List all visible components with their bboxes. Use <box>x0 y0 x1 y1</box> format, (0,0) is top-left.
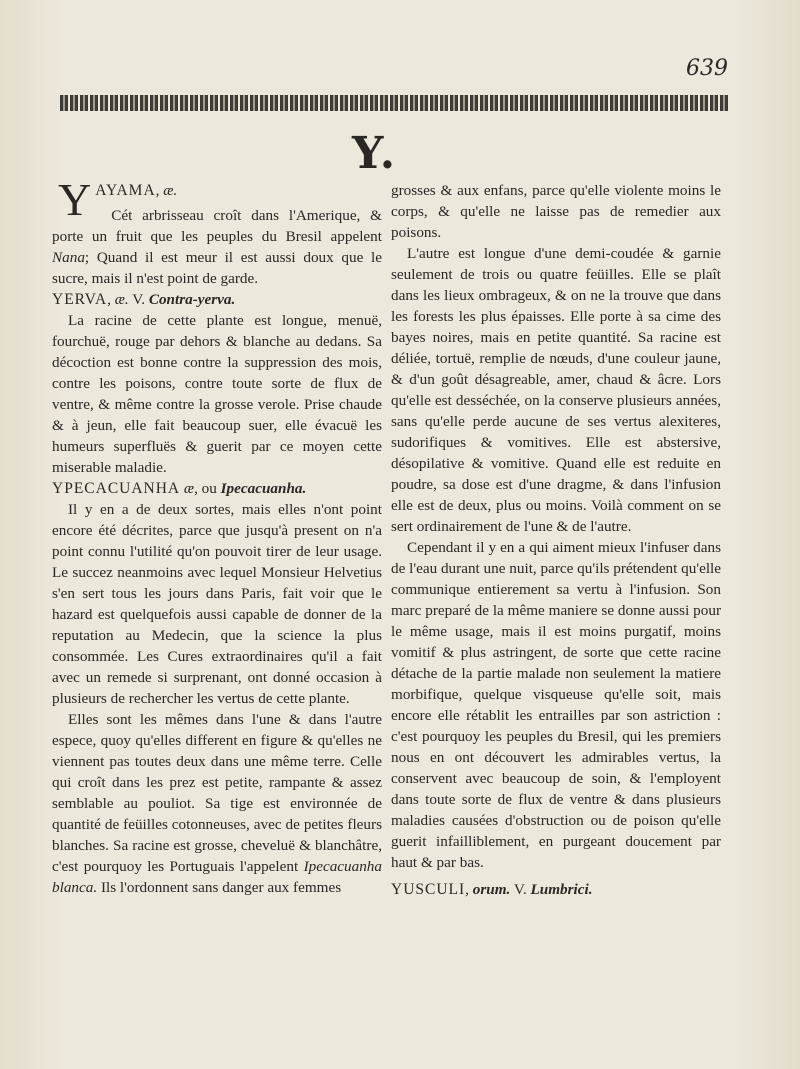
entry-yayama <box>52 174 382 289</box>
entry-yayama-text <box>52 205 382 289</box>
headword-yayama: AYAMA <box>95 182 156 199</box>
headword-yerva: YERVA <box>52 291 108 308</box>
left-column <box>52 174 382 898</box>
yusculi-suffix: orum. <box>472 881 511 898</box>
ypecacuanha-p2-a: Elles sont les mêmes dans l'une & dans l'autre espece, quoy qu'elles different en figure & qu'elles ne viennent pas toutes deux dans une même terre. Celle qui croît dans les prez est petite, rampante & assez semblable au pouliot. Sa tige est environnée de quantité de feüilles cotonneuses, avec de petites fleurs blanches. Sa racine est grosse, cheveluë & blanchâtre, c'est pourquoy les Portuguais l'appelent <box>52 711 382 875</box>
cross-reference-contra-yerva: Contra-yerva. <box>148 291 236 308</box>
ypecacuanha-paragraph-2 <box>52 709 382 898</box>
yayama-nana: Nana <box>52 249 85 266</box>
see-reference: V. <box>513 881 527 898</box>
see-reference: V. <box>132 291 146 308</box>
gender-abbr: æ <box>183 480 195 497</box>
gender-abbr: æ. <box>114 291 129 308</box>
alt-name-ipecacuanha: Ipecacuanha. <box>220 480 307 497</box>
entry-ypecacuanha <box>52 478 382 898</box>
ypecacuanha-p2-b: Ils l'ordonnent sans danger aux femmes <box>97 879 342 896</box>
gender-abbr: æ. <box>163 182 178 199</box>
entry-ypecacuanha-heading <box>52 478 382 499</box>
ornamental-band <box>60 95 728 111</box>
connector-ou: , ou <box>194 480 217 497</box>
headword-ypecacuanha: YPECACUANHA <box>52 480 181 497</box>
yayama-text-a: Cét arbrisseau croît dans l'Amerique, & porte un fruit que les peuples du Bresil appelent <box>52 207 382 245</box>
ipecacuanha-blanca: Ipecacuanha blanca. <box>52 858 382 896</box>
cross-reference-lumbrici: Lumbrici. <box>530 881 593 898</box>
entry-yerva-heading: YERVA, æ. V. Contra-yerva. <box>52 291 236 308</box>
right-paragraph-2: L'autre est longue d'une demi-coudée & garnie seulement de trois ou quatre feüilles. Elle se plaît dans les lieux ombrageux, & on ne la trouve que dans les forests les plus épaisses. Elle porte à sa cime des bayes noires, mais en petite quantité. Sa racine est déliée, tortuë, remplie de nœuds, d'une couleur jaune, & d'un goût désagreable, amer, chaud & âcre. Lors qu'elle est desséchée, on la conserve plusieurs années, sans qu'elle perde aucune de ses vertus alexiteres, sudorifiques & vomitives. Elle est abstersive, désopilative & vomitive. Quand elle est reduite en poudre, sa dose est d'une dragme, & dans l'infusion elle est de deux, plus ou moins. Voilà comment on se sert ordinairement de l'une & de l'autre. <box>391 245 721 535</box>
right-paragraph-1: grosses & aux enfans, parce qu'elle violente moins le corps, & qu'elle ne laisse pas de remedier aux poisons. <box>391 182 721 241</box>
right-column <box>391 180 721 900</box>
ypecacuanha-paragraph-1: Il y en a de deux sortes, mais elles n'ont point encore été décrites, parce que jusqu'à present on n'a point connu l'utilité qu'on pouvoit tirer de leur usage. Le succez neanmoins avec lequel Monsieur Helvetius s'en sert tous les jours dans Paris, fait voir que le hazard est quelquefois aussi capable de donner de la reputation au Medecin, que la science la plus consommée. Les Cures extraordinaires qu'il a fait avec un remede si surprenant, ont donné occasion à plusieurs de rechercher les vertus de cette plante. <box>52 501 382 707</box>
section-letter: Y. <box>352 128 398 179</box>
entry-yerva-text: La racine de cette plante est longue, menuë, fourchuë, rouge par dehors & blanche au dedans. Sa décoction est bonne contre la suppression des mois, contre les poisons, contre toute sorte de flux de ventre, & même contre la grosse verole. Prise chaude & à jeun, elle fait beaucoup suer, elle évacuë les humeurs superfluës & guerit par ce moyen cette miserable maladie. <box>52 312 382 476</box>
right-paragraph-3: Cependant il y en a qui aiment mieux l'infuser dans de l'eau durant une nuit, parce qu'ils prétendent qu'elle communique entierement sa vertu à l'infusion. Son marc preparé de la même maniere se donne aussi pour le même usage, mais il est moins purgatif, moins vomitif & plus astringent, de sorte que cette racine détache de la partie malade non seulement la matiere morbifique, quelque visqueuse qu'elle soit, mais encore elle rétablit les entrailles par son astriction : c'est pourquoy les peuples du Bresil, qui les premiers nous en ont découvert les admirables vertus, la conservent avec beaucoup de soin, & l'employent dans toute sorte de flux de ventre & dans plusieurs maladies causées d'obstruction ou de poison qu'elle guerit infailliblement, en purgeant doucement par haut & par bas. <box>391 539 721 871</box>
entry-yayama-heading: AYAMA, æ. <box>95 182 178 199</box>
page-number: 639 <box>686 56 728 81</box>
yayama-text-b: ; Quand il est meur il est aussi doux que le sucre, mais il n'est point de garde. <box>52 249 382 287</box>
entry-yusculi-heading: YUSCULI, orum. V. Lumbrici. <box>391 881 593 898</box>
entry-yerva <box>52 289 382 478</box>
headword-yusculi: YUSCULI <box>391 881 466 898</box>
drop-cap-y: Y <box>58 174 92 225</box>
